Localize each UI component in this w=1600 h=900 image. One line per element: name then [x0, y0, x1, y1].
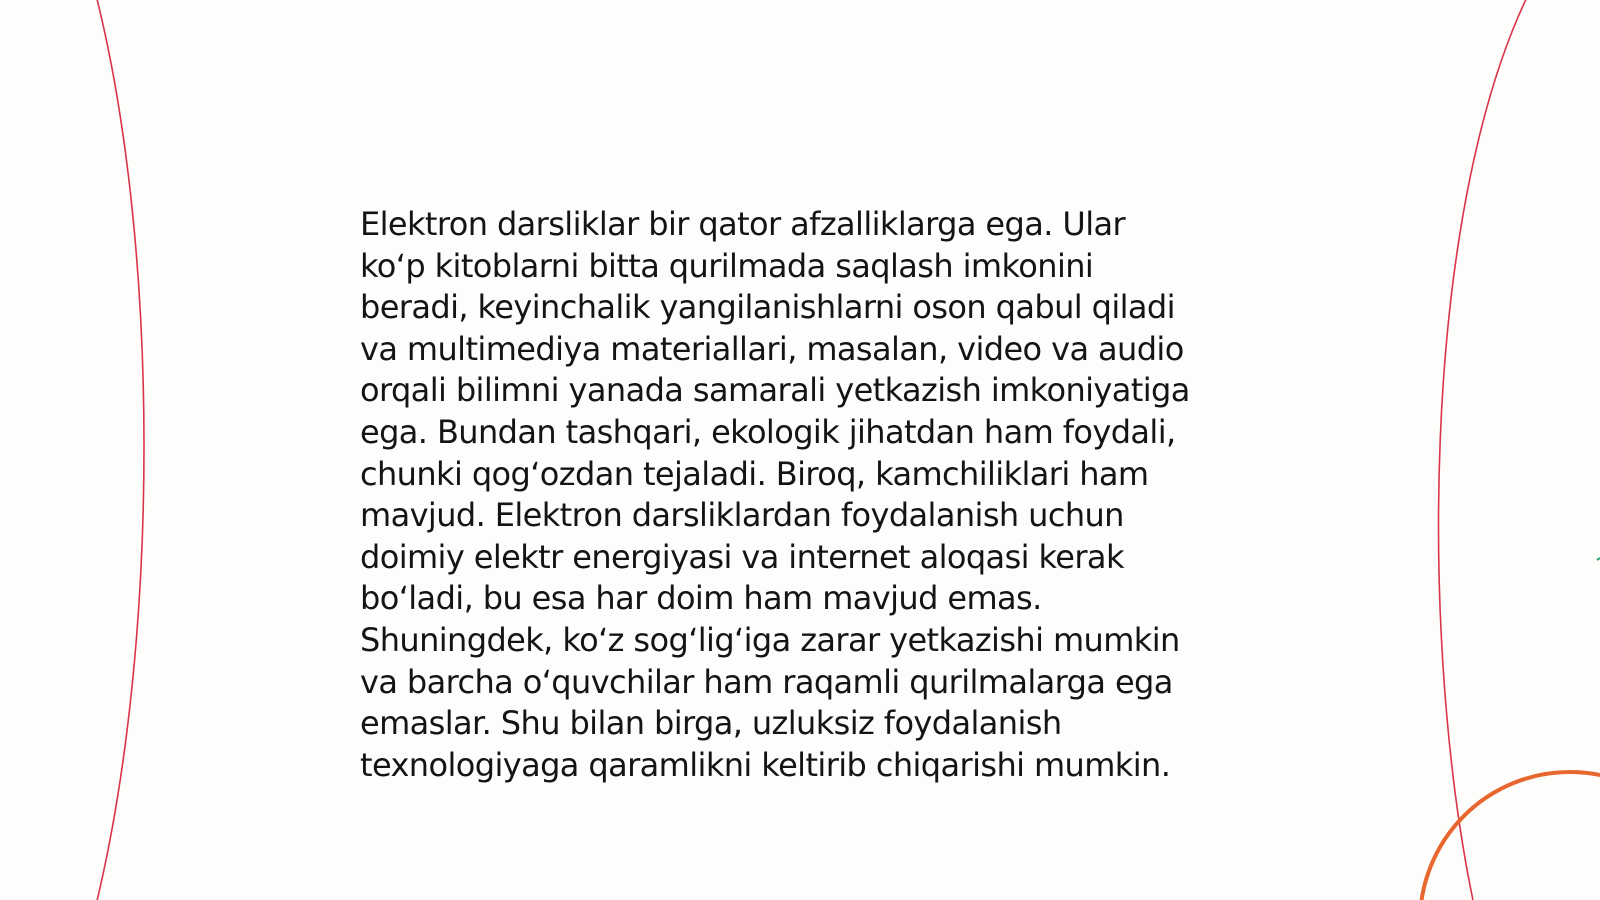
paragraph-line: orqali bilimni yanada samarali yetkazish imkoniyatiga: [360, 371, 1190, 410]
right-decorative-curve: [1439, 0, 1528, 900]
paragraph-line: mavjud. Elektron darsliklardan foydalanish uchun: [360, 496, 1124, 535]
paragraph-line: va barcha o‘quvchilar ham raqamli qurilmalarga ega: [360, 662, 1173, 701]
paragraph-line: bo‘ladi, bu esa har doim ham mavjud emas.: [360, 579, 1042, 618]
paragraph-line: emaslar. Shu bilan birga, uzluksiz foydalanish: [360, 704, 1062, 743]
paragraph-line: ko‘p kitoblarni bitta qurilmada saqlash imkonini: [360, 246, 1094, 285]
paragraph-line: Shuningdek, ko‘z sog‘lig‘iga zarar yetkazishi mumkin: [360, 620, 1180, 659]
paragraph-line: texnologiyaga qaramlikni keltirib chiqarishi mumkin.: [360, 745, 1171, 784]
paragraph-line: ega. Bundan tashqari, ekologik jihatdan ham foydali,: [360, 412, 1176, 451]
paragraph-line: va multimediya materiallari, masalan, video va audio: [360, 329, 1184, 368]
paragraph-line: chunki qog‘ozdan tejaladi. Biroq, kamchiliklari ham: [360, 454, 1149, 493]
bottom-right-orange-arc: [1420, 772, 1600, 900]
body-paragraph: [360, 204, 1240, 786]
paragraph-line: Elektron darsliklar bir qator afzalliklarga ega. Ular: [360, 205, 1126, 243]
paragraph-line: beradi, keyinchalik yangilanishlarni oson qabul qiladi: [360, 288, 1175, 327]
left-decorative-curve: [96, 0, 144, 900]
paragraph-line: doimiy elektr energiyasi va internet aloqasi kerak: [360, 537, 1124, 576]
